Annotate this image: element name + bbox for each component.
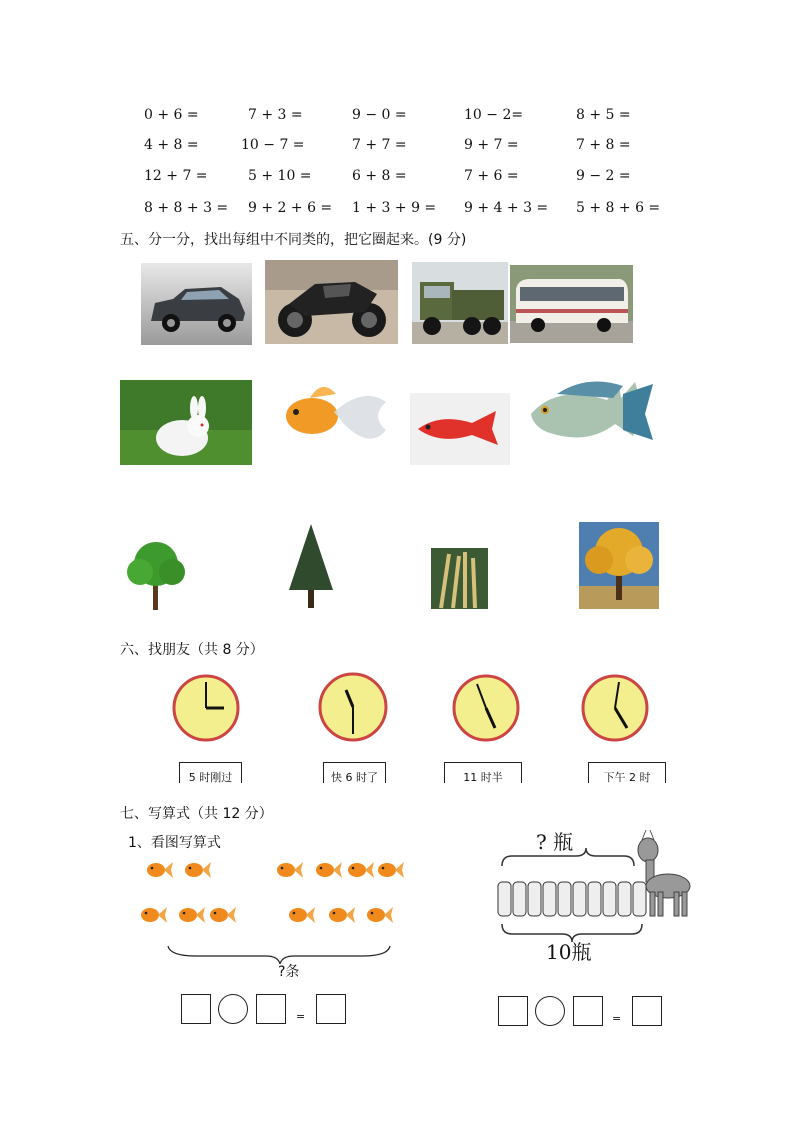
- problem: 9 − 0 =: [352, 107, 407, 123]
- goldfish-icon: [274, 857, 304, 883]
- rabbit-image: [120, 380, 252, 465]
- answer-box[interactable]: [632, 996, 662, 1026]
- car-image: [141, 263, 252, 345]
- clock-555: [449, 674, 523, 742]
- autumn-tree-image: [579, 522, 659, 609]
- time-label: 11 时半: [444, 762, 522, 783]
- goldfish-icon: [345, 857, 375, 883]
- sub-question-1: 1、看图写算式: [128, 835, 221, 851]
- clock-505: [573, 674, 657, 742]
- answer-box[interactable]: [181, 994, 211, 1024]
- problem: 9 − 2 =: [576, 168, 631, 184]
- goldfish-icon: [326, 902, 356, 928]
- tree-image: [124, 538, 188, 610]
- bottle-diagram: [492, 826, 696, 964]
- answer-box[interactable]: [498, 996, 528, 1026]
- time-label: 下午 2 时: [588, 762, 666, 783]
- answer-box[interactable]: [573, 996, 603, 1026]
- problem: 0 + 6 =: [144, 107, 199, 123]
- goldfish-icon: [207, 902, 237, 928]
- answer-box[interactable]: [256, 994, 286, 1024]
- operator-circle[interactable]: [218, 994, 248, 1024]
- wheat-image: [431, 548, 488, 609]
- goldfish-icon: [286, 902, 316, 928]
- red-fish-image: [410, 393, 510, 465]
- problem: 10 − 2=: [464, 107, 524, 123]
- goldfish-icon: [313, 857, 343, 883]
- problem: 1 + 3 + 9 =: [352, 200, 437, 216]
- goldfish-icon: [138, 902, 168, 928]
- equals-sign: =: [612, 1012, 622, 1025]
- section-6-title: 六、找朋友（共 8 分）: [120, 642, 264, 658]
- goldfish-icon: [176, 902, 206, 928]
- problem: 4 + 8 =: [144, 137, 199, 153]
- pine-tree-image: [281, 520, 341, 608]
- problem: 9 + 4 + 3 =: [464, 200, 549, 216]
- time-label: 快 6 时了: [323, 762, 386, 783]
- problem: 7 + 7 =: [352, 137, 407, 153]
- problem: 6 + 8 =: [352, 168, 407, 184]
- bottle-deer-illustration: [492, 826, 696, 958]
- goldfish-image: [274, 376, 390, 458]
- problem: 8 + 8 + 3 =: [144, 200, 229, 216]
- problem: 9 + 7 =: [464, 137, 519, 153]
- problem: 12 + 7 =: [144, 168, 208, 184]
- problem: 9 + 2 + 6 =: [248, 200, 333, 216]
- answer-box[interactable]: [316, 994, 346, 1024]
- goldfish-icon: [144, 857, 174, 883]
- problem: 5 + 10 =: [248, 168, 312, 184]
- clock-4-oclock: [168, 674, 244, 742]
- section-7-title: 七、写算式（共 12 分）: [120, 806, 273, 822]
- bus-image: [510, 265, 633, 343]
- truck-image: [412, 262, 508, 344]
- problem: 10 − 7 =: [241, 137, 305, 153]
- goldfish-icon: [375, 857, 405, 883]
- time-label: 5 时刚过: [179, 762, 242, 783]
- section-5-title: 五、分一分，找出每组中不同类的，把它圈起来。(9 分): [120, 232, 467, 248]
- problem: 7 + 6 =: [464, 168, 519, 184]
- motorcycle-image: [265, 260, 398, 344]
- goldfish-icon: [364, 902, 394, 928]
- problem: 8 + 5 =: [576, 107, 631, 123]
- tropical-fish-image: [527, 374, 655, 458]
- problem: 7 + 8 =: [576, 137, 631, 153]
- clock-1130: [314, 672, 392, 742]
- problem: 7 + 3 =: [248, 107, 303, 123]
- brace-label: ?条: [278, 964, 300, 980]
- goldfish-icon: [182, 857, 212, 883]
- bottle-unknown-label: ? 瓶: [536, 830, 574, 854]
- equals-sign: =: [296, 1010, 306, 1023]
- problem: 5 + 8 + 6 =: [576, 200, 661, 216]
- operator-circle[interactable]: [535, 996, 565, 1026]
- bottle-total-label: 10瓶: [546, 940, 592, 964]
